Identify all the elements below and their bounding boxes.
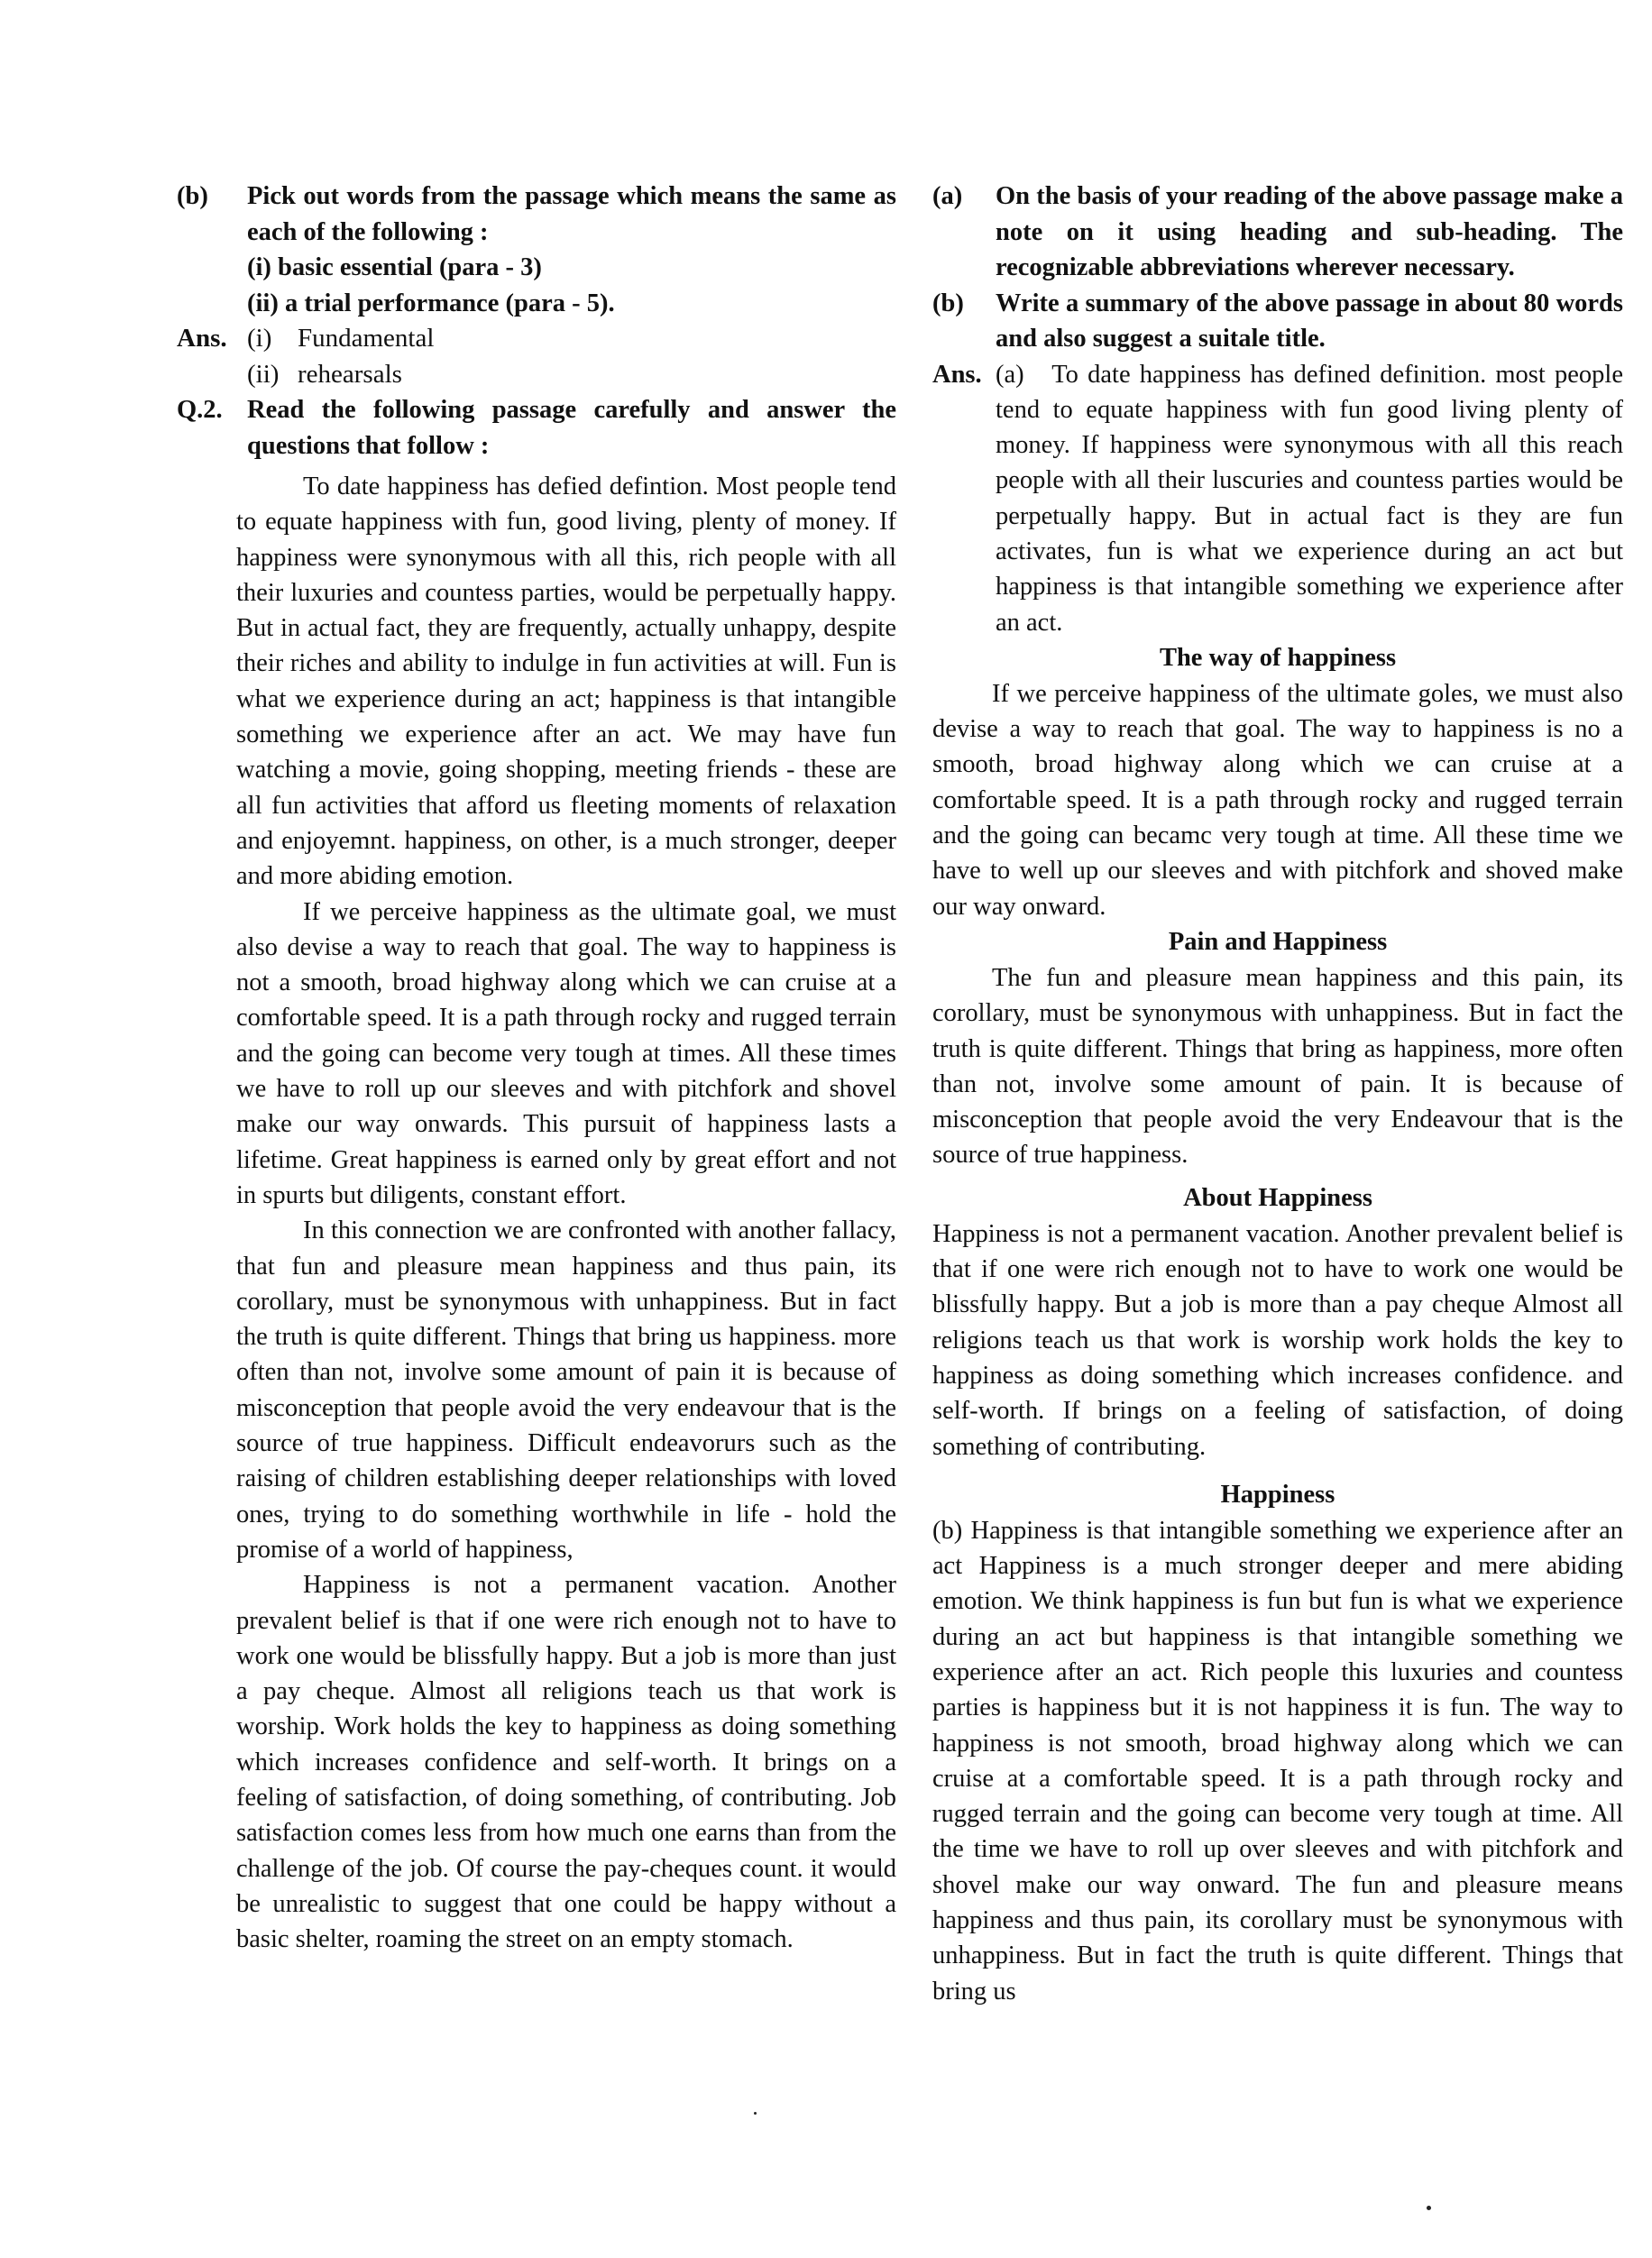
passage-paragraph-3: In this connection we are confronted with another fallacy, that fun and pleasure mean happiness and thus pain, its corollary, must be synonymous with unhappiness. But in fact the truth is quite different. Things that bring us happiness. more often than not, involve some amount of pain it is because of misconception that people avoid the very endeavour that is the source of true happiness. Difficult endeavorurs such as the raising of children establishing deeper relationships with loved ones, trying to do something worthwhile in life - hold the promise of a world of happiness,: [236, 1216, 896, 1564]
question-sub-item: (i) basic essential (para - 3): [247, 253, 542, 281]
answer-label: Ans.: [932, 360, 982, 389]
answer-number: (ii): [247, 359, 280, 389]
note-heading: Pain and Happiness: [1168, 927, 1388, 956]
question-number: (b): [932, 289, 964, 317]
question-b-right: [932, 286, 1623, 357]
passage-paragraph-4: Happiness is not a permanent vacation. Another prevalent belief is that if one were rich enough not to have to work one would be blissfully happy. But a job is more than just a pay cheque. Almost all religions teach us that work is worship. Work holds the key to happiness as doing something which increases confidence and self-worth. It brings on a feeling of satisfaction, of doing something, of contributing. Job satisfaction comes less from how much one earns than from the challenge of the job. Of course the pay-cheques count. it would be unrealistic to suggest that one could be happy without a basic shelter, roaming the street on an empty stomach.: [236, 1571, 896, 1954]
question-number: (b): [177, 182, 208, 210]
note-paragraph: The fun and pleasure mean happiness and this pain, its corollary, must be synonymous with unhappiness. But in fact the truth is quite different. Things that bring as happiness, more often than not, involve some amount of pain. It is because of misconception that people avoid the very Endeavour that is the source of true happiness.: [932, 963, 1623, 1170]
note-paragraph: Happiness is not a permanent vacation. Another prevalent belief is that if one were rich enough not to have to work one would be blissfully happy. But a job is more than a pay cheque Almost all religions teach us that work is worship work holds the key to happiness as doing something which increases confidence. and self-worth. If brings on a feeling of satisfaction, of doing something of contributing.: [932, 1219, 1623, 1461]
left-column: [177, 179, 896, 1957]
question-text: On the basis of your reading of the above passage make a note on it using heading and sub-heading. The recognizable abbreviations wherever necessary.: [996, 182, 1623, 281]
answer-number: (i): [247, 324, 272, 353]
answer-sub-label: (a): [996, 360, 1024, 389]
answer-row: [177, 321, 896, 357]
passage-paragraph-1: To date happiness has defied defintion. Most people tend to equate happiness with fun, good living, plenty of money. If happiness were synonymous with all this, rich people with all their luxuries and countess parties, would be perpetually happy. But in actual fact, they are frequently, actually unhappy, despite their riches and ability to indulge in fun activities at will. Fun is what we experience during an act; happiness is that intangible something we experience after an act. We may have fun watching a movie, going shopping, meeting friends - these are all fun activities that afford us fleeting moments of relaxation and enjoyemnt. happiness, on other, is a much stronger, deeper and more abiding emotion.: [236, 473, 896, 891]
answer-text: Fundamental: [298, 324, 435, 353]
question-text: Pick out words from the passage which means the same as each of the following :: [247, 182, 896, 246]
question-sub-item: (ii) a trial performance (para - 5).: [247, 289, 615, 317]
question-number: Q.2.: [177, 396, 223, 424]
right-column: [932, 179, 1623, 2009]
question-text: Read the following passage carefully and answer the questions that follow :: [247, 396, 896, 460]
summary-paragraph: (b) Happiness is that intangible something we experience after an act Happiness is a much stronger deeper and mere abiding emotion. We think happiness is fun but fun is what we experience during an act but happiness is that intangible something we experience after an act. Rich people this luxuries and countess parties is happiness but it is not happiness it is fun. The way to happiness is not smooth, broad highway along which we can cruise at a comfortable speed. It is a path through rocky and rugged terrain and the going can become very tough at time. All the time we have to roll up over sleeves and with pitchfork and shovel make our way onward. The fun and pleasure means happiness and thus pain, its corollary must be synonymous with unhappiness. But in fact the truth is quite different. Things that bring us: [932, 1516, 1623, 2006]
summary-title: Happiness: [1220, 1480, 1335, 1509]
passage-paragraph-2: If we perceive happiness as the ultimate goal, we must also devise a way to reach that goal. The way to happiness is not a smooth, broad highway along which we can cruise at a comfortable speed. It is a path through rocky and rugged terrain and the going can become very tough at times. All these times we have to roll up our sleeves and with pitchfork and shovel make our way onwards. This pursuit of happiness lasts a lifetime. Great happiness is earned only by great effort and not in spurts but diligents, constant effort.: [236, 897, 896, 1209]
question-b-left: [177, 179, 896, 250]
scan-speck: [754, 2112, 757, 2115]
question-a-right: [932, 179, 1623, 286]
answer-label: Ans.: [177, 324, 227, 353]
note-paragraph: If we perceive happiness of the ultimate goles, we must also devise a way to reach that goal. The way to happiness is no a smooth, broad highway along which we can cruise at a comfortable speed. It is a path through rocky and rugged terrain and the going can becamc very tough at time. All these time we have to well up our sleeves and with pitchfork and shoved make our way onward.: [932, 679, 1623, 921]
question-2: [177, 392, 896, 464]
answer-a: [932, 357, 1623, 640]
answer-row: [177, 357, 896, 393]
answer-text: rehearsals: [298, 359, 402, 389]
question-number: (a): [932, 182, 963, 210]
note-heading: The way of happiness: [1159, 643, 1397, 672]
scan-speck: [1427, 2206, 1431, 2210]
question-text: Write a summary of the above passage in about 80 words and also suggest a suitale title.: [996, 289, 1623, 353]
answer-text: To date happiness has defined definition. most people tend to equate happiness with fun good living plenty of money. If happiness were synonymous with all this reach people with all their luscuries and countess parties would be perpetually happy. But in actual fact is they are fun activates, fun is what we experience during an act but happiness is that intangible something we experience after an act.: [996, 360, 1623, 637]
note-heading: About Happiness: [1183, 1183, 1372, 1212]
